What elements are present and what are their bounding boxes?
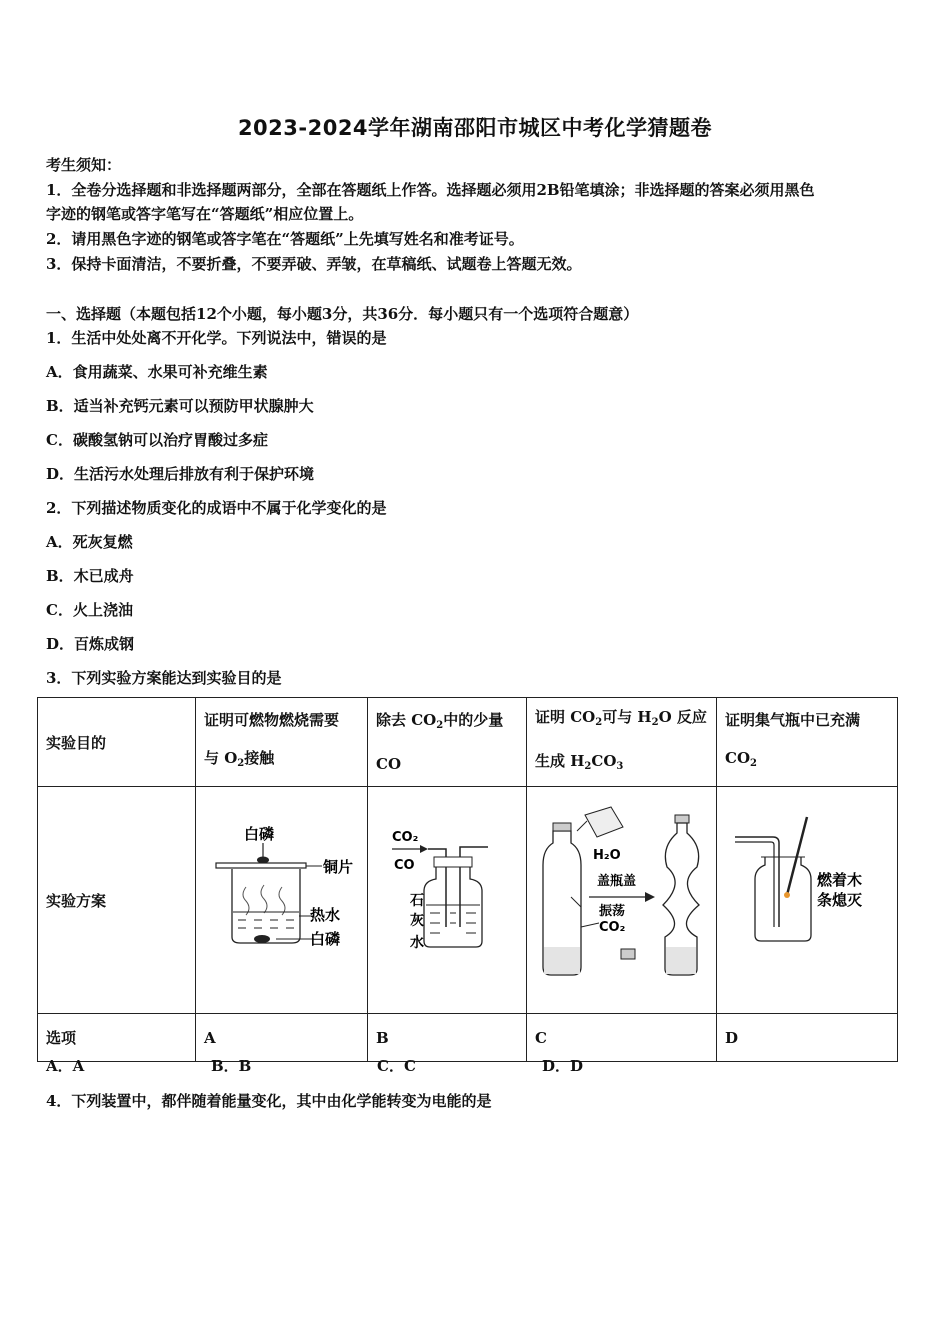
row-label-option: 选项 xyxy=(38,1014,196,1062)
diagram-cell-c xyxy=(527,787,717,1014)
svg-text:条熄灭: 条熄灭 xyxy=(817,891,863,909)
svg-text:白磷: 白磷 xyxy=(310,930,341,948)
row-label-goal: 实验目的 xyxy=(38,698,196,787)
q1-option-b: B．适当补充钙元素可以预防甲状腺肿大 xyxy=(46,397,314,415)
notice-item-2: 2．请用黑色字迹的钢笔或答字笔在“答题纸”上先填写姓名和准考证号。 xyxy=(46,230,524,248)
diagram-cell-b xyxy=(368,787,527,1014)
notice-item-1b: 字迹的钢笔或答字笔写在“答题纸”相应位置上。 xyxy=(46,205,364,223)
diagram-cell-d xyxy=(717,787,898,1014)
experiment-table xyxy=(37,697,898,1062)
q3-answer-c: C．C xyxy=(377,1057,416,1075)
q1-option-d: D．生活污水处理后排放有利于保护环境 xyxy=(46,465,315,483)
q3-stem: 3．下列实验方案能达到实验目的是 xyxy=(46,669,282,687)
svg-text:灰: 灰 xyxy=(410,913,424,929)
svg-text:白磷: 白磷 xyxy=(244,825,275,843)
option-cell-c: C xyxy=(527,1014,717,1062)
table-row-goal xyxy=(38,698,898,787)
q2-option-c: C．火上浇油 xyxy=(46,601,133,619)
q2-stem: 2．下列描述物质变化的成语中不属于化学变化的是 xyxy=(46,499,387,517)
goal-cell-c: 证明 $CO_2$可与 $H_2O$ 反应 生成 $H_2CO_3$ xyxy=(527,698,717,787)
svg-text:燃着木: 燃着木 xyxy=(817,871,863,889)
q3-answer-a: A．A xyxy=(46,1057,85,1075)
table-row-scheme xyxy=(38,787,898,1014)
notice-heading: 考生须知： xyxy=(46,156,122,174)
option-cell-b: B xyxy=(368,1014,527,1062)
q2-option-b: B．木已成舟 xyxy=(46,567,134,585)
q3-answer-d: D．D xyxy=(542,1057,584,1075)
row-label-scheme: 实验方案 xyxy=(38,787,196,1014)
svg-text:CO₂: CO₂ xyxy=(599,920,626,935)
option-cell-d: D xyxy=(717,1014,898,1062)
svg-text:水: 水 xyxy=(410,935,424,951)
q4-stem: 4．下列装置中，都伴随着能量变化，其中由化学能转变为电能的是 xyxy=(46,1092,492,1110)
svg-text:CO₂: CO₂ xyxy=(392,830,419,845)
svg-text:铜片: 铜片 xyxy=(323,858,354,876)
svg-text:H₂O: H₂O xyxy=(593,848,621,863)
goal-cell-d: 证明集气瓶中已充满 $CO_2$ xyxy=(717,698,898,787)
q2-option-a: A．死灰复燃 xyxy=(46,533,133,551)
q3-answer-b: B．B xyxy=(211,1057,252,1075)
q1-stem: 1．生活中处处离不开化学。下列说法中，错误的是 xyxy=(46,329,387,347)
diagram-a-combustion xyxy=(196,787,368,1009)
page-title: 2023-2024学年湖南邵阳市城区中考化学猜题卷 xyxy=(237,116,713,140)
svg-text:石: 石 xyxy=(410,893,424,909)
q1-option-a: A．食用蔬菜、水果可补充维生素 xyxy=(46,363,268,381)
diagram-c-bottle xyxy=(527,787,717,1009)
table-row-options xyxy=(38,1014,898,1062)
diagram-b-gas-washing xyxy=(368,787,527,1009)
diagram-d-gas-jar xyxy=(717,787,898,1009)
diagram-cell-a xyxy=(196,787,368,1014)
q2-option-d: D．百炼成钢 xyxy=(46,635,135,653)
goal-cell-b: 除去 $CO_2$中的少量 CO xyxy=(368,698,527,787)
svg-text:振荡: 振荡 xyxy=(599,904,626,919)
notice-item-1a: 1．全卷分选择题和非选择题两部分，全部在答题纸上作答。选择题必须用2B铅笔填涂；非选择题的答案必须用黑色 xyxy=(46,181,815,199)
goal-cell-a: 证明可燃物燃烧需要 与 $O_2$接触 xyxy=(196,698,368,787)
svg-text:CO: CO xyxy=(394,858,415,873)
svg-text:热水: 热水 xyxy=(310,906,341,924)
option-cell-a: A xyxy=(196,1014,368,1062)
q1-option-c: C．碳酸氢钠可以治疗胃酸过多症 xyxy=(46,431,268,449)
notice-item-3: 3．保持卡面清洁，不要折叠，不要弄破、弄皱，在草稿纸、试题卷上答题无效。 xyxy=(46,255,582,273)
section-heading: 一、选择题（本题包括12个小题，每小题3分，共36分．每小题只有一个选项符合题意） xyxy=(46,305,639,323)
svg-text:盖瓶盖: 盖瓶盖 xyxy=(597,874,637,889)
